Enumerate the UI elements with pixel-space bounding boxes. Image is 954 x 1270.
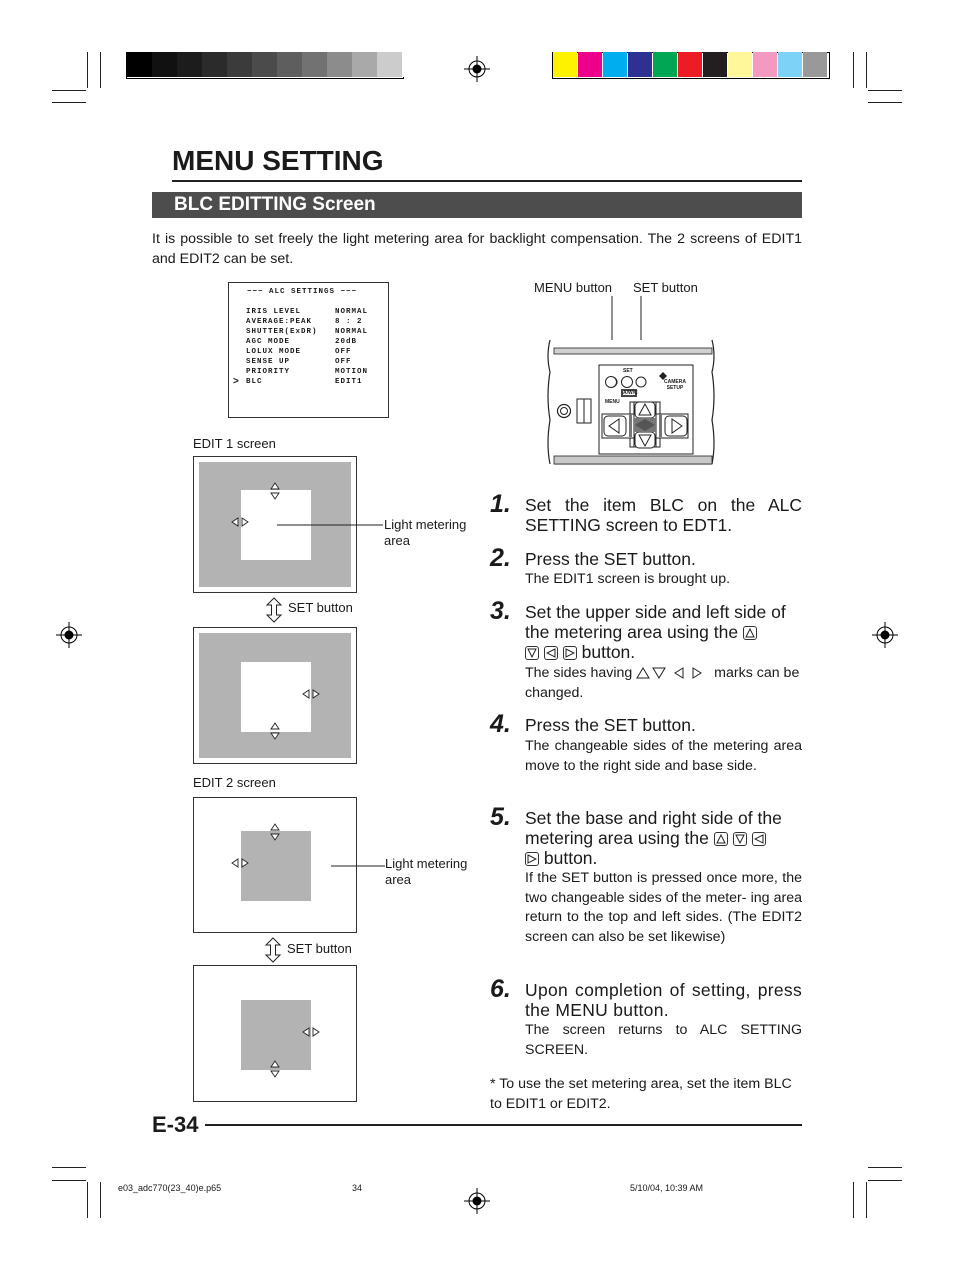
callout-line <box>330 861 386 871</box>
set-button-label-2: SET button <box>287 941 352 956</box>
alc-heading: −−− ALC SETTINGS −−− <box>247 288 358 296</box>
alc-row-value: 8 : 2 <box>335 318 363 326</box>
gray-swatch <box>302 52 327 77</box>
page-number: E-34 <box>152 1112 199 1137</box>
registration-mark-icon <box>464 56 490 82</box>
registration-mark-icon <box>56 622 82 648</box>
set-button-caption: SET button <box>633 280 698 295</box>
light-metering-label-1 <box>384 517 466 549</box>
alc-row-label: BLC <box>246 378 263 386</box>
crop-mark <box>868 1180 902 1181</box>
step-5-text <box>525 808 802 868</box>
up-down-arrows-icon <box>270 722 280 742</box>
gray-swatch <box>127 52 152 77</box>
crop-mark <box>100 52 101 88</box>
alc-row-label: SENSE UP <box>246 358 291 366</box>
alc-row-value: OFF <box>335 358 352 366</box>
step-3-subtext-a: The sides having <box>525 665 633 681</box>
gray-swatch <box>402 52 427 77</box>
up-button-icon <box>714 832 728 846</box>
section-title: BLC EDITTING Screen <box>174 194 376 215</box>
step-1-text: Set the item BLC on the ALC SETTING screen to EDT1. <box>525 495 802 535</box>
alc-row-label: AGC MODE <box>246 338 291 346</box>
step-6-subtext: The screen returns to ALC SETTING SCREEN. <box>525 1022 802 1058</box>
camera-setup-line-2: SETUP <box>666 385 684 391</box>
crop-mark <box>866 52 867 88</box>
crop-mark <box>868 102 902 103</box>
print-date: 5/10/04, 10:39 AM <box>630 1183 704 1193</box>
alc-row-label: LOLUX MODE <box>246 348 302 356</box>
step-5-number: 5. <box>490 803 511 831</box>
edit1-screen-step2 <box>193 627 357 764</box>
section-header <box>152 192 802 218</box>
step-6-text: Upon completion of setting, press the MENU button. <box>525 980 802 1020</box>
color-swatch <box>778 52 802 77</box>
edit1-caption: EDIT 1 screen <box>193 436 276 451</box>
color-swatch <box>553 52 577 77</box>
light-metering-label-line1: Light metering <box>385 856 468 871</box>
gray-swatch <box>227 52 252 77</box>
print-page: 34 <box>352 1183 363 1193</box>
crop-mark <box>866 1182 867 1218</box>
step-5-text-a: Set the base and right side of the metering area using the <box>525 808 782 848</box>
step-4-text: Press the SET button. <box>525 715 696 735</box>
color-swatch <box>603 52 627 77</box>
step-3-text <box>525 602 802 662</box>
color-swatch <box>703 52 727 77</box>
crop-mark <box>52 90 86 91</box>
right-button-icon <box>563 646 577 660</box>
step-4-subtext: The changeable sides of the metering area move to the right side and base side. <box>525 738 802 774</box>
alc-row-value: NORMAL <box>335 308 369 316</box>
crop-mark <box>87 1182 88 1218</box>
step-5-text-b: button. <box>543 848 598 868</box>
color-swatch <box>653 52 677 77</box>
crop-mark <box>868 1167 902 1168</box>
crop-mark <box>853 1182 854 1218</box>
gray-swatch <box>377 52 402 77</box>
step-6-number: 6. <box>490 975 511 1003</box>
set-button-label-1: SET button <box>288 600 353 615</box>
step-2-subtext: The EDIT1 screen is brought up. <box>525 571 731 587</box>
color-swatch <box>578 52 602 77</box>
gray-swatch <box>152 52 177 77</box>
gray-swatch <box>277 52 302 77</box>
step-3-text-b: button. <box>581 642 636 662</box>
intro-paragraph: It is possible to set freely the light metering area for backlight compensation. The 2 screens of EDIT1 and EDIT2 can be set. <box>152 231 802 267</box>
color-swatch <box>628 52 652 77</box>
alc-row-value: NORMAL <box>335 328 369 336</box>
awc-text: A/W/C <box>623 390 638 396</box>
edit2-caption: EDIT 2 screen <box>193 775 276 790</box>
footer-rule <box>205 1124 802 1126</box>
up-down-arrows-icon <box>270 1060 280 1080</box>
alc-row-value: MOTION <box>335 368 369 376</box>
up-down-arrows-icon <box>270 482 280 502</box>
set-button-icon <box>620 375 634 389</box>
menu-text: MENU <box>605 399 620 405</box>
alc-row-label: SHUTTER(ExDR) <box>246 328 318 336</box>
crop-mark <box>52 1167 86 1168</box>
title-divider <box>172 180 802 182</box>
up-down-arrows-icon <box>270 823 280 843</box>
menu-button-icon <box>604 375 618 389</box>
crop-mark <box>853 52 854 88</box>
gray-swatch <box>177 52 202 77</box>
gray-swatch <box>327 52 352 77</box>
alc-row-label: IRIS LEVEL <box>246 308 302 316</box>
crop-mark <box>87 52 88 88</box>
alc-row-value: 20dB <box>335 338 358 346</box>
step-3-number: 3. <box>490 597 511 625</box>
step-2-text: Press the SET button. <box>525 549 696 569</box>
color-swatch <box>753 52 777 77</box>
crop-mark <box>100 1182 101 1218</box>
page-title: MENU SETTING <box>172 145 384 176</box>
callout-line <box>275 520 385 530</box>
alc-row-value: OFF <box>335 348 352 356</box>
right-button-icon <box>525 852 539 866</box>
gray-swatch <box>202 52 227 77</box>
menu-button-caption: MENU button <box>534 280 613 295</box>
crop-mark <box>868 90 902 91</box>
up-button-icon <box>743 626 757 640</box>
color-swatch <box>728 52 752 77</box>
step-3-subtext <box>525 664 802 703</box>
set-button-switch-icon <box>265 597 283 623</box>
step-1-number: 1. <box>490 490 511 518</box>
color-swatch <box>678 52 702 77</box>
registration-mark-icon <box>464 1188 490 1214</box>
set-button-switch-icon <box>264 937 282 963</box>
alc-row-value: EDIT1 <box>335 378 363 386</box>
step-3-subtext-b: marks can be changed. <box>525 665 800 701</box>
alc-row-label: PRIORITY <box>246 368 291 376</box>
light-metering-label-line1: Light metering <box>384 517 467 532</box>
down-button-icon <box>733 832 747 846</box>
edit2-screen-step2 <box>193 965 357 1102</box>
camera-setup-line-1: CAMERA <box>664 379 686 385</box>
light-metering-label-line2: area <box>385 872 412 887</box>
footnote: * To use the set metering area, set the item BLC to EDIT1 or EDIT2. <box>490 1076 792 1112</box>
crop-mark <box>52 102 86 103</box>
light-metering-label-2 <box>385 856 467 888</box>
camera-setup-text <box>664 379 686 391</box>
alc-row-label: AVERAGE:PEAK <box>246 318 313 326</box>
alc-settings-screen <box>228 282 389 418</box>
down-button-icon <box>525 646 539 660</box>
menu-cursor: > <box>233 376 239 387</box>
gray-swatch <box>352 52 377 77</box>
set-text: SET <box>623 368 633 374</box>
left-right-arrows-icon <box>302 689 322 699</box>
left-right-arrows-icon <box>302 1027 322 1037</box>
crop-mark <box>52 1180 86 1181</box>
step-3-text-a: Set the upper side and left side of the metering area using the <box>525 602 786 642</box>
step-2-number: 2. <box>490 544 511 572</box>
light-metering-label-line2: area <box>384 533 411 548</box>
step-4-number: 4. <box>490 710 511 738</box>
left-right-arrows-icon <box>231 858 251 868</box>
left-button-icon <box>544 646 558 660</box>
left-button-icon <box>752 832 766 846</box>
print-file-name: e03_adc770(23_40)e.p65 <box>118 1183 222 1193</box>
color-swatch <box>803 52 827 77</box>
registration-mark-icon <box>872 622 898 648</box>
sides-marks-icon <box>636 667 710 679</box>
step-5-subtext: If the SET button is pressed once more, the two changeable sides of the meter- ing area return to the top and left sides. (The EDIT2 screen can also be set likewise) <box>525 870 802 945</box>
gray-swatch <box>252 52 277 77</box>
alc-heading-text: ALC SETTINGS <box>269 288 336 296</box>
left-right-arrows-icon <box>231 517 251 527</box>
